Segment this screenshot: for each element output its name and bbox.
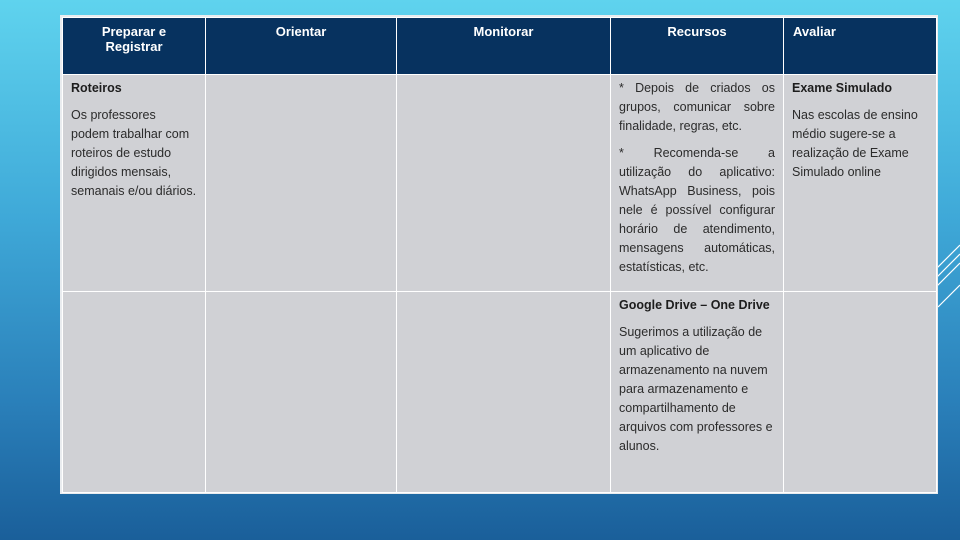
header-preparar-registrar: Preparar e Registrar bbox=[63, 18, 206, 75]
header-orientar: Orientar bbox=[206, 18, 397, 75]
header-recursos: Recursos bbox=[611, 18, 784, 75]
cell-monitorar-row2 bbox=[397, 292, 611, 493]
planning-table-container bbox=[62, 17, 936, 492]
header-monitorar: Monitorar bbox=[397, 18, 611, 75]
recursos-note-2: * Recomenda-se a utilização do aplicativo: WhatsApp Business, pois nele é possível configurar horário de atendimento, mensagens automáticas, estatísticas, etc. bbox=[619, 146, 775, 274]
table-row bbox=[63, 75, 937, 292]
header-row bbox=[63, 18, 937, 75]
exame-simulado-title: Exame Simulado bbox=[792, 81, 893, 95]
cell-recursos-row1 bbox=[611, 75, 784, 292]
cell-orientar-row1 bbox=[206, 75, 397, 292]
roteiros-title: Roteiros bbox=[71, 81, 122, 95]
cloud-storage-text: Sugerimos a utilização de um aplicativo de armazenamento na nuvem para armazenamento e compartilhamento de arquivos com professores e alunos. bbox=[619, 325, 773, 453]
cell-recursos-row2 bbox=[611, 292, 784, 493]
cell-monitorar-row1 bbox=[397, 75, 611, 292]
cloud-storage-title: Google Drive – One Drive bbox=[619, 298, 770, 312]
cell-avaliar-row1 bbox=[784, 75, 937, 292]
recursos-note-1: * Depois de criados os grupos, comunicar sobre finalidade, regras, etc. bbox=[619, 81, 775, 133]
cell-avaliar-row2 bbox=[784, 292, 937, 493]
roteiros-text: Os professores podem trabalhar com roteiros de estudo dirigidos mensais, semanais e/ou diários. bbox=[71, 108, 197, 198]
header-avaliar: Avaliar bbox=[784, 18, 937, 75]
cell-orientar-row2 bbox=[206, 292, 397, 493]
planning-table bbox=[62, 17, 937, 493]
table-row bbox=[63, 292, 937, 493]
cell-preparar-row1 bbox=[63, 75, 206, 292]
cell-preparar-row2 bbox=[63, 292, 206, 493]
exame-simulado-text: Nas escolas de ensino médio sugere-se a realização de Exame Simulado online bbox=[792, 108, 918, 179]
